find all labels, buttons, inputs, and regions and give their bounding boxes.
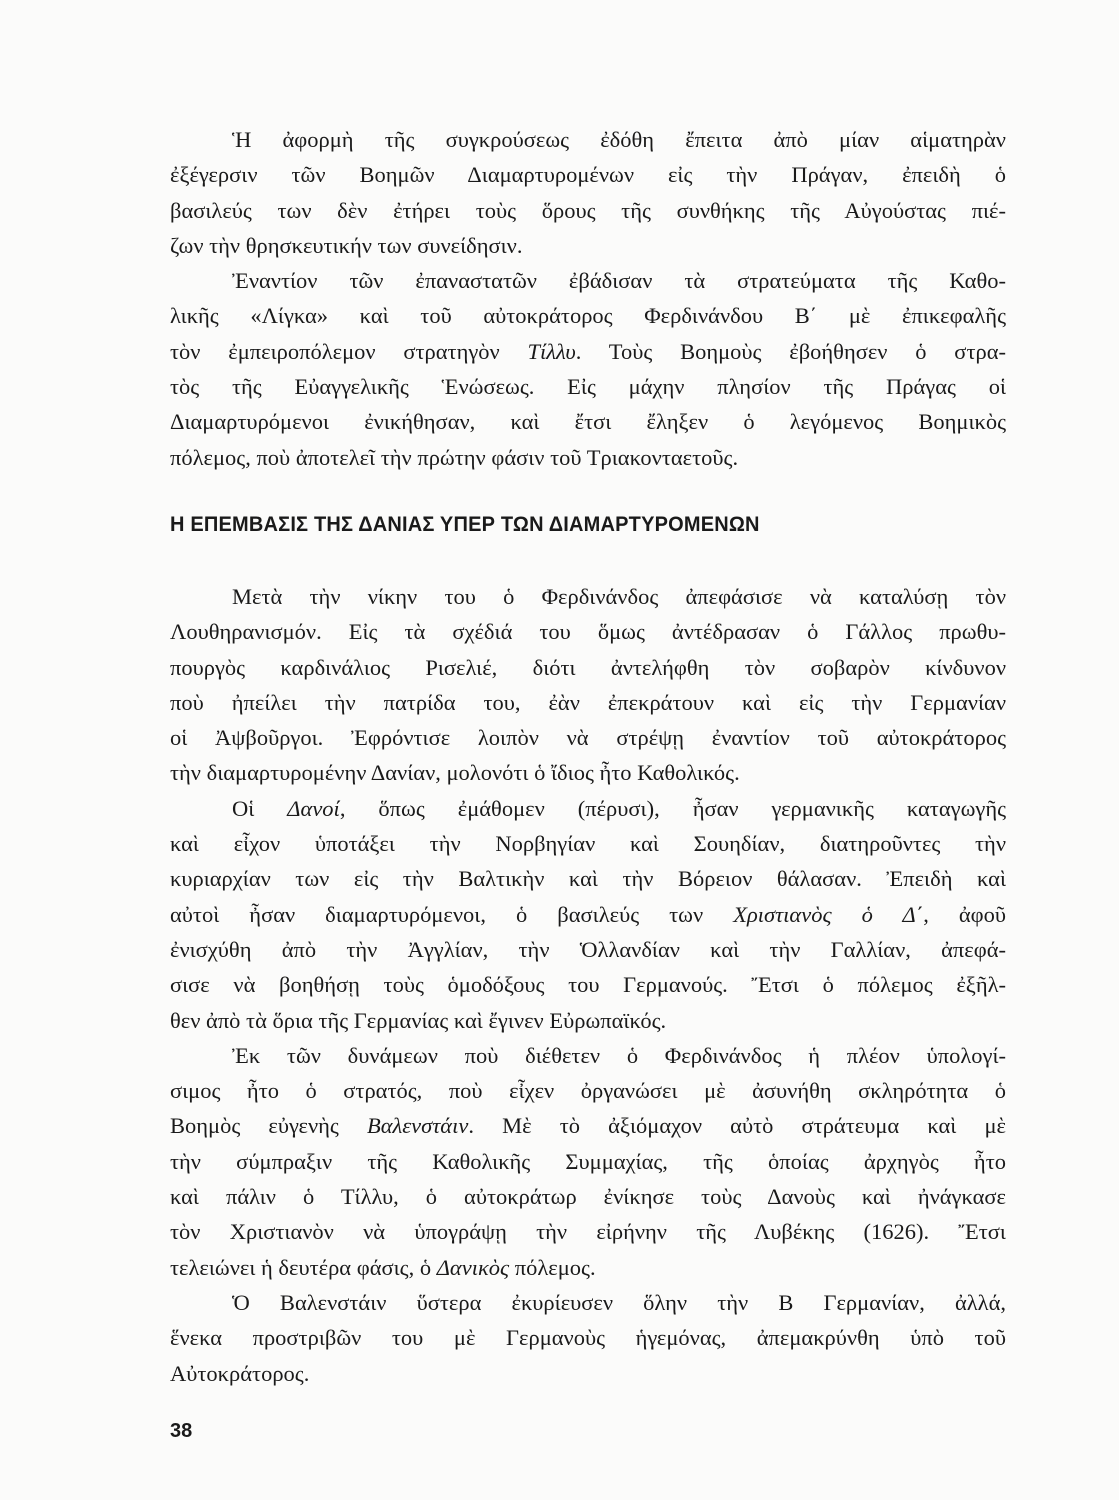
text-segment: κυριαρχίαν των εἰς τὴν Βαλτικὴν καὶ τὴν Βόρειον θάλασαν. Ἐπειδὴ καὶ (170, 866, 1006, 892)
text-line (170, 897, 1006, 932)
text-segment: πουργὸς καρδινάλιος Ρισελιέ, διότι ἀντελήφθη τὸν σοβαρὸν κίνδυνον (170, 654, 1006, 680)
italic-text: Δανοί (287, 795, 340, 821)
text-line (170, 1038, 1006, 1073)
text-line (170, 685, 1006, 720)
text-segment: σιμος ἦτο ὁ στρατός, ποὺ εἶχεν ὀργανώσει μὲ ἀσυνήθη σκληρότητα ὁ (170, 1078, 1006, 1104)
text-line (170, 193, 1006, 228)
text-segment: Ἐναντίον τῶν ἐπαναστατῶν ἐβάδισαν τὰ στρατεύματα τῆς Καθο- (232, 268, 1006, 294)
text-segment: Ὁ Βαλενστάιν ὕστερα ἐκυρίευσεν ὅλην τὴν Β Γερμανίαν, ἀλλά, (232, 1289, 1006, 1315)
text-line (170, 579, 1006, 614)
text-segment: ἐξέγερσιν τῶν Βοημῶν Διαμαρτυρομένων εἰς τὴν Πράγαν, ἐπειδὴ ὁ (170, 162, 1006, 188)
text-segment: Αὐτοκράτορος. (170, 1360, 310, 1386)
text-line (170, 1179, 1006, 1214)
text-segment: τελειώνει ἡ δευτέρα φάσις, ὁ (170, 1254, 437, 1280)
text-segment: Διαμαρτυρόμενοι ἐνικήθησαν, καὶ ἔτσι ἔληξεν ὁ λεγόμενος Βοημικὸς (170, 409, 1006, 435)
text-line (170, 1320, 1006, 1355)
text-line (170, 1073, 1006, 1108)
text-segment: ποὺ ἠπείλει τὴν πατρίδα του, ἐὰν ἐπεκράτουν καὶ εἰς τὴν Γερμανίαν (170, 689, 1006, 715)
text-line (170, 967, 1006, 1002)
text-segment: τὸς τῆς Εὐαγγελικῆς Ἑνώσεως. Εἰς μάχην πλησίον τῆς Πράγας οἱ (170, 374, 1006, 400)
text-segment: καὶ πάλιν ὁ Τίλλυ, ὁ αὐτοκράτωρ ἐνίκησε τοὺς Δανοὺς καὶ ἠνάγκασε (170, 1184, 1006, 1210)
text-line (170, 263, 1006, 298)
text-segment: πόλεμος, ποὺ ἀποτελεῖ τὴν πρώτην φάσιν τοῦ Τριακονταετοῦς. (170, 444, 739, 470)
text-segment: τὸν ἐμπειροπόλεμον στρατηγὸν (170, 338, 528, 364)
italic-text: Δανικὸς (436, 1254, 510, 1280)
text-segment: οἱ Ἀψβοῦργοι. Ἐφρόντισε λοιπὸν νὰ στρέψῃ ἐναντίον τοῦ αὐτοκράτορος (170, 725, 1006, 751)
text-segment: τὴν διαμαρτυρομένην Δανίαν, μολονότι ὁ ἴδιος ἦτο Καθολικός. (170, 760, 740, 786)
text-line (170, 755, 1006, 790)
text-line (170, 1285, 1006, 1320)
text-segment: καὶ εἶχον ὑποτάξει τὴν Νορβηγίαν καὶ Σουηδίαν, διατηροῦντες τὴν (170, 831, 1006, 857)
text-line (170, 369, 1006, 404)
text-segment: αὐτοὶ ἦσαν διαμαρτυρόμενοι, ὁ βασιλεύς των (170, 901, 734, 927)
text-segment: θεν ἀπὸ τὰ ὅρια τῆς Γερμανίας καὶ ἔγινεν Εὐρωπαϊκός. (170, 1007, 667, 1033)
paragraph (170, 1285, 1006, 1391)
text-segment: , ὅπως ἐμάθομεν (πέρυσι), ἦσαν γερμανικῆς καταγωγῆς (339, 795, 1006, 821)
text-segment: Ἐκ τῶν δυνάμεων ποὺ διέθετεν ὁ Φερδινάνδος ἡ πλέον ὑπολογί- (232, 1042, 1006, 1068)
text-segment: , ἀφοῦ (923, 901, 1007, 927)
text-segment: τὴν σύμπραξιν τῆς Καθολικῆς Συμμαχίας, τῆς ὁποίας ἀρχηγὸς ἦτο (170, 1148, 1006, 1174)
text-line (170, 1003, 1006, 1038)
text-line (170, 932, 1006, 967)
text-segment: Λουθηρανισμόν. Εἰς τὰ σχέδιά του ὅμως ἀντέδρασαν ὁ Γάλλος πρωθυ- (170, 619, 1006, 645)
text-line (170, 1250, 1006, 1285)
text-segment: . Μὲ τὸ ἀξιόμαχον αὐτὸ στράτευμα καὶ μὲ (468, 1113, 1006, 1139)
italic-text: Χριστιανὸς ὁ Δ΄ (733, 901, 924, 927)
text-line (170, 1144, 1006, 1179)
text-segment: ἐνισχύθη ἀπὸ τὴν Ἀγγλίαν, τὴν Ὁλλανδίαν καὶ τὴν Γαλλίαν, ἀπεφά- (170, 936, 1006, 962)
text-line (170, 1356, 1006, 1391)
italic-text: Βαλενστάιν (366, 1113, 469, 1139)
paragraph (170, 1038, 1006, 1285)
text-segment: σισε νὰ βοηθήσῃ τοὺς ὁμοδόξους του Γερμανούς. Ἔτσι ὁ πόλεμος ἐξῆλ- (170, 972, 1006, 998)
paragraph (170, 791, 1006, 1038)
text-segment: Οἱ (232, 795, 288, 821)
text-segment: τὸν Χριστιανὸν νὰ ὑπογράψῃ τὴν εἰρήνην τῆς Λυβέκης (1626). Ἔτσι (170, 1219, 1006, 1245)
text-line (170, 614, 1006, 649)
bottom-section (170, 579, 1006, 1391)
text-line (170, 404, 1006, 439)
text-line (170, 650, 1006, 685)
text-line (170, 861, 1006, 896)
text-segment: Βοημὸς εὐγενὴς (170, 1113, 367, 1139)
text-line (170, 298, 1006, 333)
text-segment: ἕνεκα προστριβῶν του μὲ Γερμανοὺς ἡγεμόνας, ἀπεμακρύνθη ὑπὸ τοῦ (170, 1325, 1006, 1351)
text-line (170, 157, 1006, 192)
text-segment: ζων τὴν θρησκευτικήν των συνείδησιν. (170, 232, 523, 258)
text-line (170, 1108, 1006, 1143)
text-line (170, 122, 1006, 157)
text-segment: λικῆς «Λίγκα» καὶ τοῦ αὐτοκράτορος Φερδινάνδου Β΄ μὲ ἐπικεφαλῆς (170, 303, 1006, 329)
paragraph (170, 579, 1006, 791)
text-line (170, 440, 1006, 475)
text-line (170, 720, 1006, 755)
paragraph (170, 122, 1006, 263)
italic-text: Τίλλυ (527, 338, 576, 364)
page-number: 38 (170, 1420, 193, 1442)
text-line (170, 228, 1006, 263)
paragraph (170, 263, 1006, 475)
text-segment: . Τοὺς Βοημοὺς ἐβοήθησεν ὁ στρα- (575, 338, 1006, 364)
text-segment: Μετὰ τὴν νίκην του ὁ Φερδινάνδος ἀπεφάσισε νὰ καταλύσῃ τὸν (232, 584, 1006, 609)
text-line (170, 791, 1006, 826)
top-section (170, 122, 1006, 475)
text-line (170, 1214, 1006, 1249)
text-line (170, 826, 1006, 861)
text-segment: βασιλεύς των δὲν ἐτήρει τοὺς ὅρους τῆς συνθήκης τῆς Αὐγούστας πιέ- (170, 197, 1006, 223)
text-segment: πόλεμος. (509, 1254, 596, 1280)
text-line (170, 334, 1006, 369)
text-segment: Ἡ ἀφορμὴ τῆς συγκρούσεως ἐδόθη ἔπειτα ἀπὸ μίαν αἱματηρὰν (232, 127, 1006, 152)
section-heading: Η ΕΠΕΜΒΑΣΙΣ ΤΗΣ ΔΑΝΙΑΣ ΥΠΕΡ ΤΩΝ ΔΙΑΜΑΡΤΥΡΟΜΕΝΩΝ (170, 512, 760, 536)
